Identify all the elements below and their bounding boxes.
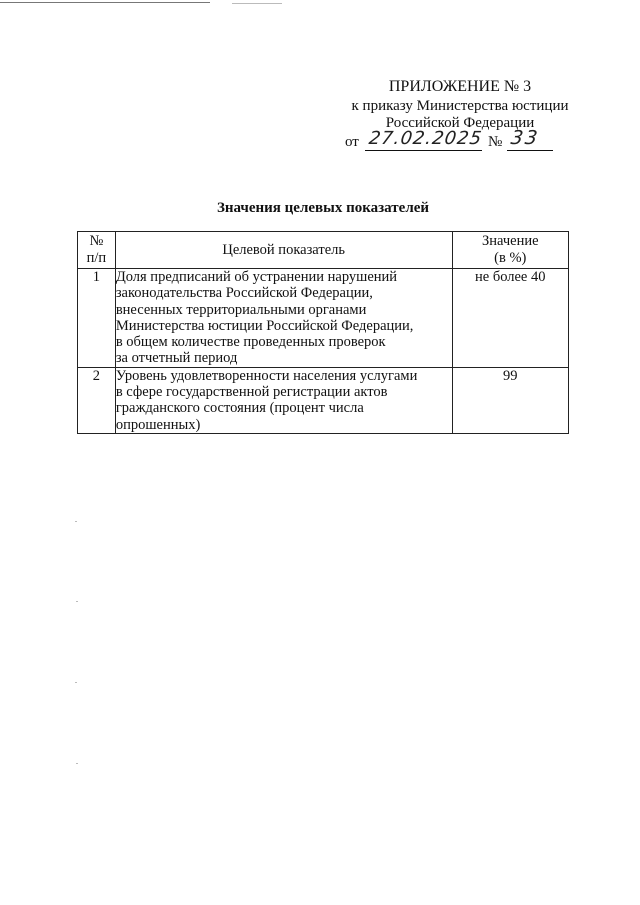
indicator-line: в сфере государственной регистрации актов — [115, 384, 388, 401]
appendix-ministry-line: Российской Федерации — [385, 115, 535, 131]
row-value: 99 — [452, 367, 568, 433]
indicator-line: за отчетный период — [115, 350, 238, 367]
number-label: № — [488, 134, 503, 150]
indicator-line: Министерства юстиции Российской Федерации, — [115, 317, 414, 334]
appendix-order-line: к приказу Министерства юстиции — [351, 98, 569, 114]
row-indicator — [115, 367, 452, 433]
indicator-line: в общем количестве проведенных проверок — [115, 334, 386, 351]
indicators-table — [77, 231, 569, 434]
scan-edge-line — [0, 2, 210, 3]
indicator-line: внесенных территориальными органами — [115, 301, 367, 318]
indicator-line: гражданского состояния (процент числа — [115, 400, 364, 417]
scan-speck — [76, 763, 78, 764]
row-indicator — [115, 269, 452, 368]
header-number-line2: п/п — [86, 250, 107, 266]
document-title: Значения целевых показателей — [216, 200, 430, 216]
appendix-title: ПРИЛОЖЕНИЕ № 3 — [388, 78, 532, 95]
indicator-line: законодательства Российской Федерации, — [115, 285, 373, 302]
scan-speck — [75, 521, 77, 522]
indicator-line: Уровень удовлетворенности населения услугами — [115, 367, 418, 384]
header-indicator: Целевой показатель — [115, 232, 452, 269]
scan-speck — [76, 601, 78, 602]
from-label: от — [345, 134, 359, 150]
header-number-line1: № — [89, 233, 104, 249]
row-number: 1 — [78, 269, 116, 368]
scan-edge-line — [232, 3, 282, 4]
header-value — [452, 232, 568, 269]
header-value-line1: Значение — [481, 233, 539, 249]
indicator-line: Доля предписаний об устранении нарушений — [115, 269, 398, 285]
handwritten-number: 33 — [509, 127, 541, 149]
header-value-line2: (в %) — [494, 250, 527, 266]
row-number: 2 — [78, 367, 116, 433]
table-row — [78, 269, 569, 368]
date-underline — [365, 150, 482, 151]
row-value: не более 40 — [452, 269, 568, 368]
number-underline — [507, 150, 553, 151]
appendix-date-row — [345, 127, 575, 154]
table-row — [78, 367, 569, 433]
header-number — [78, 232, 116, 269]
table-header-row — [78, 232, 569, 269]
handwritten-date: 27.02.2025 — [367, 128, 484, 149]
scan-speck — [75, 682, 77, 683]
indicator-line: опрошенных) — [115, 416, 201, 433]
